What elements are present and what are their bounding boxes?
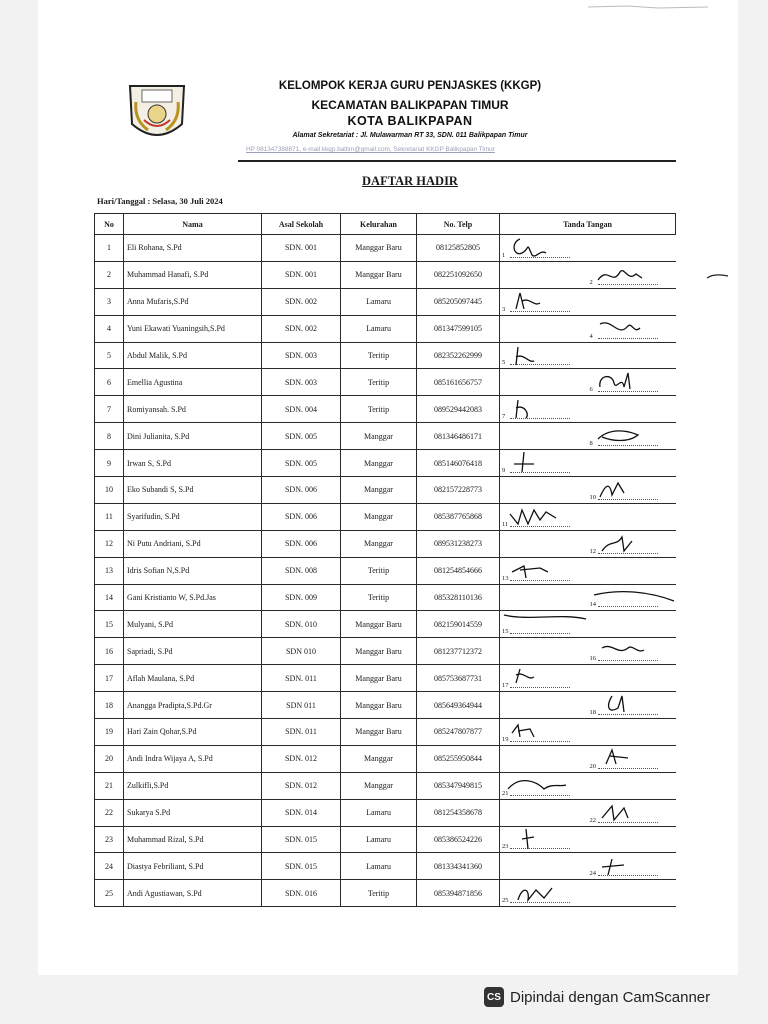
signature-number: 19 bbox=[502, 735, 509, 743]
col-header-no: No bbox=[95, 214, 124, 235]
table-row bbox=[95, 826, 676, 853]
signature-cell-right bbox=[588, 799, 676, 826]
row-no: 21 bbox=[95, 772, 124, 799]
row-nama: Ni Putu Andriani, S.Pd bbox=[124, 530, 262, 557]
row-no-telp: 08125852805 bbox=[417, 235, 500, 262]
row-no-telp: 085649364944 bbox=[417, 692, 500, 719]
handwritten-signature bbox=[500, 665, 588, 691]
row-asal-sekolah: SDN. 015 bbox=[262, 853, 341, 880]
row-nama: Anna Mufaris,S.Pd bbox=[124, 288, 262, 315]
row-nama: Diastya Febriliant, S.Pd bbox=[124, 853, 262, 880]
header-divider bbox=[238, 160, 676, 162]
signature-cell-left bbox=[500, 719, 588, 746]
row-no-telp: 082157228773 bbox=[417, 477, 500, 504]
row-asal-sekolah: SDN. 001 bbox=[262, 235, 341, 262]
signature-cell-left bbox=[500, 315, 588, 342]
signature-cell-right bbox=[588, 557, 676, 584]
attendance-table bbox=[94, 213, 676, 907]
row-asal-sekolah: SDN. 014 bbox=[262, 799, 341, 826]
row-no-telp: 085328110136 bbox=[417, 584, 500, 611]
row-no: 17 bbox=[95, 665, 124, 692]
row-nama: Muhammad Rizal, S.Pd bbox=[124, 826, 262, 853]
row-no: 19 bbox=[95, 719, 124, 746]
row-nama: Andi Indra Wijaya A, S.Pd bbox=[124, 745, 262, 772]
handwritten-signature bbox=[500, 773, 588, 799]
row-no: 22 bbox=[95, 799, 124, 826]
signature-number: 4 bbox=[589, 332, 593, 340]
row-no: 15 bbox=[95, 611, 124, 638]
row-asal-sekolah: SDN. 006 bbox=[262, 477, 341, 504]
row-nama: Idris Sofian N,S.Pd bbox=[124, 557, 262, 584]
stray-pen-mark bbox=[706, 272, 730, 282]
signature-cell-left bbox=[500, 450, 588, 477]
signature-cell-left bbox=[500, 235, 588, 262]
signature-cell-right bbox=[588, 396, 676, 423]
table-row bbox=[95, 719, 676, 746]
row-no-telp: 085386524226 bbox=[417, 826, 500, 853]
handwritten-signature bbox=[588, 692, 676, 718]
row-kelurahan: Lamaru bbox=[341, 799, 417, 826]
signature-number: 8 bbox=[589, 440, 593, 448]
handwritten-signature bbox=[588, 531, 676, 557]
row-kelurahan: Teritip bbox=[341, 396, 417, 423]
row-no-telp: 085247807877 bbox=[417, 719, 500, 746]
row-nama: Mulyani, S.Pd bbox=[124, 611, 262, 638]
table-row bbox=[95, 880, 676, 907]
signature-number: 7 bbox=[502, 413, 506, 421]
table-row bbox=[95, 692, 676, 719]
row-asal-sekolah: SDN. 008 bbox=[262, 557, 341, 584]
signature-cell-right bbox=[588, 665, 676, 692]
row-no-telp: 089531238273 bbox=[417, 530, 500, 557]
row-nama: Hari Zain Qohar,S.Pd bbox=[124, 719, 262, 746]
table-body bbox=[95, 235, 676, 907]
signature-number: 15 bbox=[502, 628, 509, 636]
signature-cell-left bbox=[500, 396, 588, 423]
row-no: 10 bbox=[95, 477, 124, 504]
row-asal-sekolah: SDN. 012 bbox=[262, 745, 341, 772]
signature-cell-right bbox=[588, 880, 676, 907]
table-row bbox=[95, 557, 676, 584]
row-kelurahan: Manggar bbox=[341, 772, 417, 799]
row-asal-sekolah: SDN. 010 bbox=[262, 611, 341, 638]
row-kelurahan: Teritip bbox=[341, 342, 417, 369]
row-no: 12 bbox=[95, 530, 124, 557]
signature-number: 14 bbox=[589, 601, 596, 609]
row-no: 7 bbox=[95, 396, 124, 423]
row-no: 16 bbox=[95, 638, 124, 665]
signature-cell-left bbox=[500, 423, 588, 450]
row-kelurahan: Teritip bbox=[341, 880, 417, 907]
row-kelurahan: Manggar bbox=[341, 450, 417, 477]
row-kelurahan: Manggar bbox=[341, 503, 417, 530]
row-kelurahan: Manggar Baru bbox=[341, 719, 417, 746]
row-no-telp: 085753687731 bbox=[417, 665, 500, 692]
signature-cell-right bbox=[588, 369, 676, 396]
row-no-telp: 089529442083 bbox=[417, 396, 500, 423]
row-no-telp: 081334341360 bbox=[417, 853, 500, 880]
signature-number: 22 bbox=[589, 816, 596, 824]
row-nama: Zulkifli,S.Pd bbox=[124, 772, 262, 799]
signature-cell-left bbox=[500, 530, 588, 557]
signature-cell-right bbox=[588, 745, 676, 772]
signature-number: 21 bbox=[502, 789, 509, 797]
camscanner-watermark bbox=[484, 984, 764, 1010]
signature-cell-right bbox=[588, 261, 676, 288]
row-nama: Yuni Ekawati Yuaningsih,S.Pd bbox=[124, 315, 262, 342]
camscanner-text: Dipindai dengan CamScanner bbox=[510, 988, 711, 1006]
handwritten-signature bbox=[588, 477, 676, 503]
handwritten-signature bbox=[588, 423, 676, 449]
signature-cell-right bbox=[588, 611, 676, 638]
col-header-tanda-tangan: Tanda Tangan bbox=[500, 214, 676, 235]
signature-cell-right bbox=[588, 530, 676, 557]
row-kelurahan: Manggar bbox=[341, 477, 417, 504]
signature-number: 20 bbox=[589, 762, 596, 770]
row-asal-sekolah: SDN. 005 bbox=[262, 423, 341, 450]
district-name: KECAMATAN BALIKPAPAN TIMUR bbox=[311, 98, 509, 112]
table-row bbox=[95, 611, 676, 638]
row-no: 3 bbox=[95, 288, 124, 315]
signature-cell-left bbox=[500, 772, 588, 799]
table-row bbox=[95, 745, 676, 772]
row-nama: Syarifudin, S.Pd bbox=[124, 503, 262, 530]
row-kelurahan: Teritip bbox=[341, 584, 417, 611]
signature-cell-left bbox=[500, 745, 588, 772]
table-row bbox=[95, 315, 676, 342]
handwritten-signature bbox=[588, 262, 676, 288]
row-no: 18 bbox=[95, 692, 124, 719]
row-kelurahan: Manggar bbox=[341, 745, 417, 772]
handwritten-signature bbox=[500, 880, 588, 906]
signature-cell-right bbox=[588, 423, 676, 450]
row-nama: Sapriadi, S.Pd bbox=[124, 638, 262, 665]
signature-cell-left bbox=[500, 692, 588, 719]
row-kelurahan: Manggar bbox=[341, 530, 417, 557]
row-no-telp: 085146076418 bbox=[417, 450, 500, 477]
signature-cell-right bbox=[588, 584, 676, 611]
row-kelurahan: Teritip bbox=[341, 369, 417, 396]
signature-cell-left bbox=[500, 342, 588, 369]
row-asal-sekolah: SDN. 012 bbox=[262, 772, 341, 799]
signature-cell-left bbox=[500, 880, 588, 907]
contact-line: HP 081347388871, e-mail kkgp.baltim@gmail.com, Sekretariat KKGP Balikpapan Timur bbox=[246, 146, 495, 153]
handwritten-signature bbox=[500, 611, 588, 637]
signature-cell-left bbox=[500, 826, 588, 853]
row-asal-sekolah: SDN. 015 bbox=[262, 826, 341, 853]
signature-cell-right bbox=[588, 503, 676, 530]
row-nama: Eli Rohana, S.Pd bbox=[124, 235, 262, 262]
signature-number: 24 bbox=[589, 870, 596, 878]
row-no-telp: 082352262999 bbox=[417, 342, 500, 369]
signature-cell-right bbox=[588, 826, 676, 853]
row-no-telp: 082159014559 bbox=[417, 611, 500, 638]
table-row bbox=[95, 396, 676, 423]
table-row bbox=[95, 288, 676, 315]
signature-cell-right bbox=[588, 477, 676, 504]
row-asal-sekolah: SDN. 002 bbox=[262, 288, 341, 315]
row-asal-sekolah: SDN 010 bbox=[262, 638, 341, 665]
signature-cell-left bbox=[500, 638, 588, 665]
row-kelurahan: Manggar Baru bbox=[341, 261, 417, 288]
row-nama: Romiyansah. S.Pd bbox=[124, 396, 262, 423]
camscanner-icon: CS bbox=[484, 987, 504, 1007]
handwritten-signature bbox=[500, 827, 588, 853]
row-no: 6 bbox=[95, 369, 124, 396]
row-no: 20 bbox=[95, 745, 124, 772]
signature-cell-right bbox=[588, 450, 676, 477]
row-no-telp: 085255950844 bbox=[417, 745, 500, 772]
signature-cell-left bbox=[500, 288, 588, 315]
handwritten-signature bbox=[588, 800, 676, 826]
table-row bbox=[95, 772, 676, 799]
signature-cell-left bbox=[500, 261, 588, 288]
handwritten-signature bbox=[500, 719, 588, 745]
table-row bbox=[95, 853, 676, 880]
table-row bbox=[95, 665, 676, 692]
signature-cell-right bbox=[588, 638, 676, 665]
date-line: Hari/Tanggal : Selasa, 30 Juli 2024 bbox=[97, 196, 223, 206]
row-kelurahan: Manggar Baru bbox=[341, 665, 417, 692]
handwritten-signature bbox=[500, 396, 588, 422]
row-asal-sekolah: SDN. 011 bbox=[262, 719, 341, 746]
signature-number: 25 bbox=[502, 897, 509, 905]
row-kelurahan: Lamaru bbox=[341, 315, 417, 342]
row-no: 13 bbox=[95, 557, 124, 584]
row-no-telp: 085387765868 bbox=[417, 503, 500, 530]
table-row bbox=[95, 503, 676, 530]
city-name: KOTA BALIKPAPAN bbox=[347, 114, 473, 128]
handwritten-signature bbox=[588, 853, 676, 879]
table-header-row bbox=[95, 214, 676, 235]
signature-cell-right bbox=[588, 692, 676, 719]
col-header-nama: Nama bbox=[124, 214, 262, 235]
signature-number: 11 bbox=[502, 520, 509, 528]
signature-cell-left bbox=[500, 853, 588, 880]
signature-number: 16 bbox=[589, 655, 596, 663]
signature-cell-left bbox=[500, 799, 588, 826]
row-no-telp: 085347949815 bbox=[417, 772, 500, 799]
signature-cell-left bbox=[500, 557, 588, 584]
row-kelurahan: Manggar Baru bbox=[341, 611, 417, 638]
signature-cell-right bbox=[588, 853, 676, 880]
signature-cell-left bbox=[500, 503, 588, 530]
table-row bbox=[95, 261, 676, 288]
row-asal-sekolah: SDN. 004 bbox=[262, 396, 341, 423]
row-asal-sekolah: SDN. 011 bbox=[262, 665, 341, 692]
row-kelurahan: Manggar Baru bbox=[341, 638, 417, 665]
row-nama: Eko Subandi S, S.Pd bbox=[124, 477, 262, 504]
row-no: 11 bbox=[95, 503, 124, 530]
col-header-no-telp: No. Telp bbox=[417, 214, 500, 235]
row-nama: Anangga Pradipta,S.Pd.Gr bbox=[124, 692, 262, 719]
row-asal-sekolah: SDN. 006 bbox=[262, 530, 341, 557]
org-name: KELOMPOK KERJA GURU PENJASKES (KKGP) bbox=[278, 80, 542, 92]
row-nama: Muhammad Hanafi, S.Pd bbox=[124, 261, 262, 288]
signature-cell-right bbox=[588, 235, 676, 262]
row-kelurahan: Manggar Baru bbox=[341, 692, 417, 719]
row-no: 24 bbox=[95, 853, 124, 880]
row-no-telp: 085161656757 bbox=[417, 369, 500, 396]
handwritten-signature bbox=[588, 585, 676, 611]
signature-number: 5 bbox=[502, 359, 506, 367]
row-nama: Gani Kristianto W, S.Pd.Jas bbox=[124, 584, 262, 611]
signature-cell-left bbox=[500, 584, 588, 611]
row-kelurahan: Lamaru bbox=[341, 288, 417, 315]
row-asal-sekolah: SDN. 001 bbox=[262, 261, 341, 288]
row-no: 8 bbox=[95, 423, 124, 450]
handwritten-signature bbox=[500, 289, 588, 315]
handwritten-signature bbox=[500, 450, 588, 476]
row-no: 14 bbox=[95, 584, 124, 611]
row-no: 4 bbox=[95, 315, 124, 342]
row-no-telp: 081237712372 bbox=[417, 638, 500, 665]
signature-cell-right bbox=[588, 772, 676, 799]
signature-cell-left bbox=[500, 369, 588, 396]
row-no-telp: 081254854666 bbox=[417, 557, 500, 584]
table-row bbox=[95, 450, 676, 477]
row-nama: Andi Agustiawan, S.Pd bbox=[124, 880, 262, 907]
row-asal-sekolah: SDN. 002 bbox=[262, 315, 341, 342]
table-row bbox=[95, 369, 676, 396]
row-asal-sekolah: SDN 011 bbox=[262, 692, 341, 719]
signature-number: 17 bbox=[502, 682, 509, 690]
secretariat-address: Alamat Sekretariat : Jl. Mulawarman RT 33, SDN. 011 Balikpapan Timur bbox=[292, 132, 528, 139]
row-kelurahan: Manggar bbox=[341, 423, 417, 450]
row-no-telp: 081346486171 bbox=[417, 423, 500, 450]
signature-number: 1 bbox=[502, 251, 506, 259]
signature-cell-left bbox=[500, 477, 588, 504]
handwritten-signature bbox=[588, 746, 676, 772]
row-asal-sekolah: SDN. 003 bbox=[262, 342, 341, 369]
row-kelurahan: Teritip bbox=[341, 557, 417, 584]
signature-number: 13 bbox=[502, 574, 509, 582]
signature-number: 12 bbox=[589, 547, 596, 555]
signature-number: 2 bbox=[589, 278, 593, 286]
table-row bbox=[95, 235, 676, 262]
scan-artifact bbox=[588, 4, 708, 10]
signature-number: 18 bbox=[589, 709, 596, 717]
handwritten-signature bbox=[588, 638, 676, 664]
signature-cell-left bbox=[500, 611, 588, 638]
row-asal-sekolah: SDN. 009 bbox=[262, 584, 341, 611]
row-no: 25 bbox=[95, 880, 124, 907]
table-row bbox=[95, 477, 676, 504]
row-no-telp: 085394871856 bbox=[417, 880, 500, 907]
row-nama: Aflah Maulana, S.Pd bbox=[124, 665, 262, 692]
handwritten-signature bbox=[588, 316, 676, 342]
signature-number: 10 bbox=[589, 493, 596, 501]
row-no: 2 bbox=[95, 261, 124, 288]
signature-number: 9 bbox=[502, 467, 506, 475]
row-no: 1 bbox=[95, 235, 124, 262]
row-kelurahan: Lamaru bbox=[341, 853, 417, 880]
signature-cell-right bbox=[588, 315, 676, 342]
handwritten-signature bbox=[500, 235, 588, 261]
col-header-asal-sekolah: Asal Sekolah bbox=[262, 214, 341, 235]
row-no-telp: 082251092650 bbox=[417, 261, 500, 288]
table-row bbox=[95, 342, 676, 369]
signature-cell-right bbox=[588, 288, 676, 315]
col-header-kelurahan: Kelurahan bbox=[341, 214, 417, 235]
signature-number: 6 bbox=[589, 386, 593, 394]
handwritten-signature bbox=[500, 558, 588, 584]
row-no: 9 bbox=[95, 450, 124, 477]
table-row bbox=[95, 638, 676, 665]
row-kelurahan: Manggar Baru bbox=[341, 235, 417, 262]
signature-number: 3 bbox=[502, 305, 506, 313]
row-no-telp: 081254358678 bbox=[417, 799, 500, 826]
signature-number: 23 bbox=[502, 843, 509, 851]
row-kelurahan: Lamaru bbox=[341, 826, 417, 853]
row-no-telp: 085205097445 bbox=[417, 288, 500, 315]
signature-cell-right bbox=[588, 719, 676, 746]
row-nama: Abdul Malik, S.Pd bbox=[124, 342, 262, 369]
row-nama: Irwan S, S.Pd bbox=[124, 450, 262, 477]
handwritten-signature bbox=[500, 504, 588, 530]
row-nama: Emellia Agustina bbox=[124, 369, 262, 396]
row-asal-sekolah: SDN. 006 bbox=[262, 503, 341, 530]
row-no: 23 bbox=[95, 826, 124, 853]
handwritten-signature bbox=[500, 343, 588, 369]
row-nama: Dini Julianita, S.Pd bbox=[124, 423, 262, 450]
table-row bbox=[95, 423, 676, 450]
table-row bbox=[95, 799, 676, 826]
table-row bbox=[95, 584, 676, 611]
row-no-telp: 081347599105 bbox=[417, 315, 500, 342]
kkgp-logo bbox=[126, 80, 188, 146]
row-asal-sekolah: SDN. 005 bbox=[262, 450, 341, 477]
handwritten-signature bbox=[588, 369, 676, 395]
row-asal-sekolah: SDN. 003 bbox=[262, 369, 341, 396]
row-nama: Sukarya S.Pd bbox=[124, 799, 262, 826]
document-title: DAFTAR HADIR bbox=[362, 174, 458, 188]
table-row bbox=[95, 530, 676, 557]
row-asal-sekolah: SDN. 016 bbox=[262, 880, 341, 907]
signature-cell-right bbox=[588, 342, 676, 369]
signature-cell-left bbox=[500, 665, 588, 692]
row-no: 5 bbox=[95, 342, 124, 369]
